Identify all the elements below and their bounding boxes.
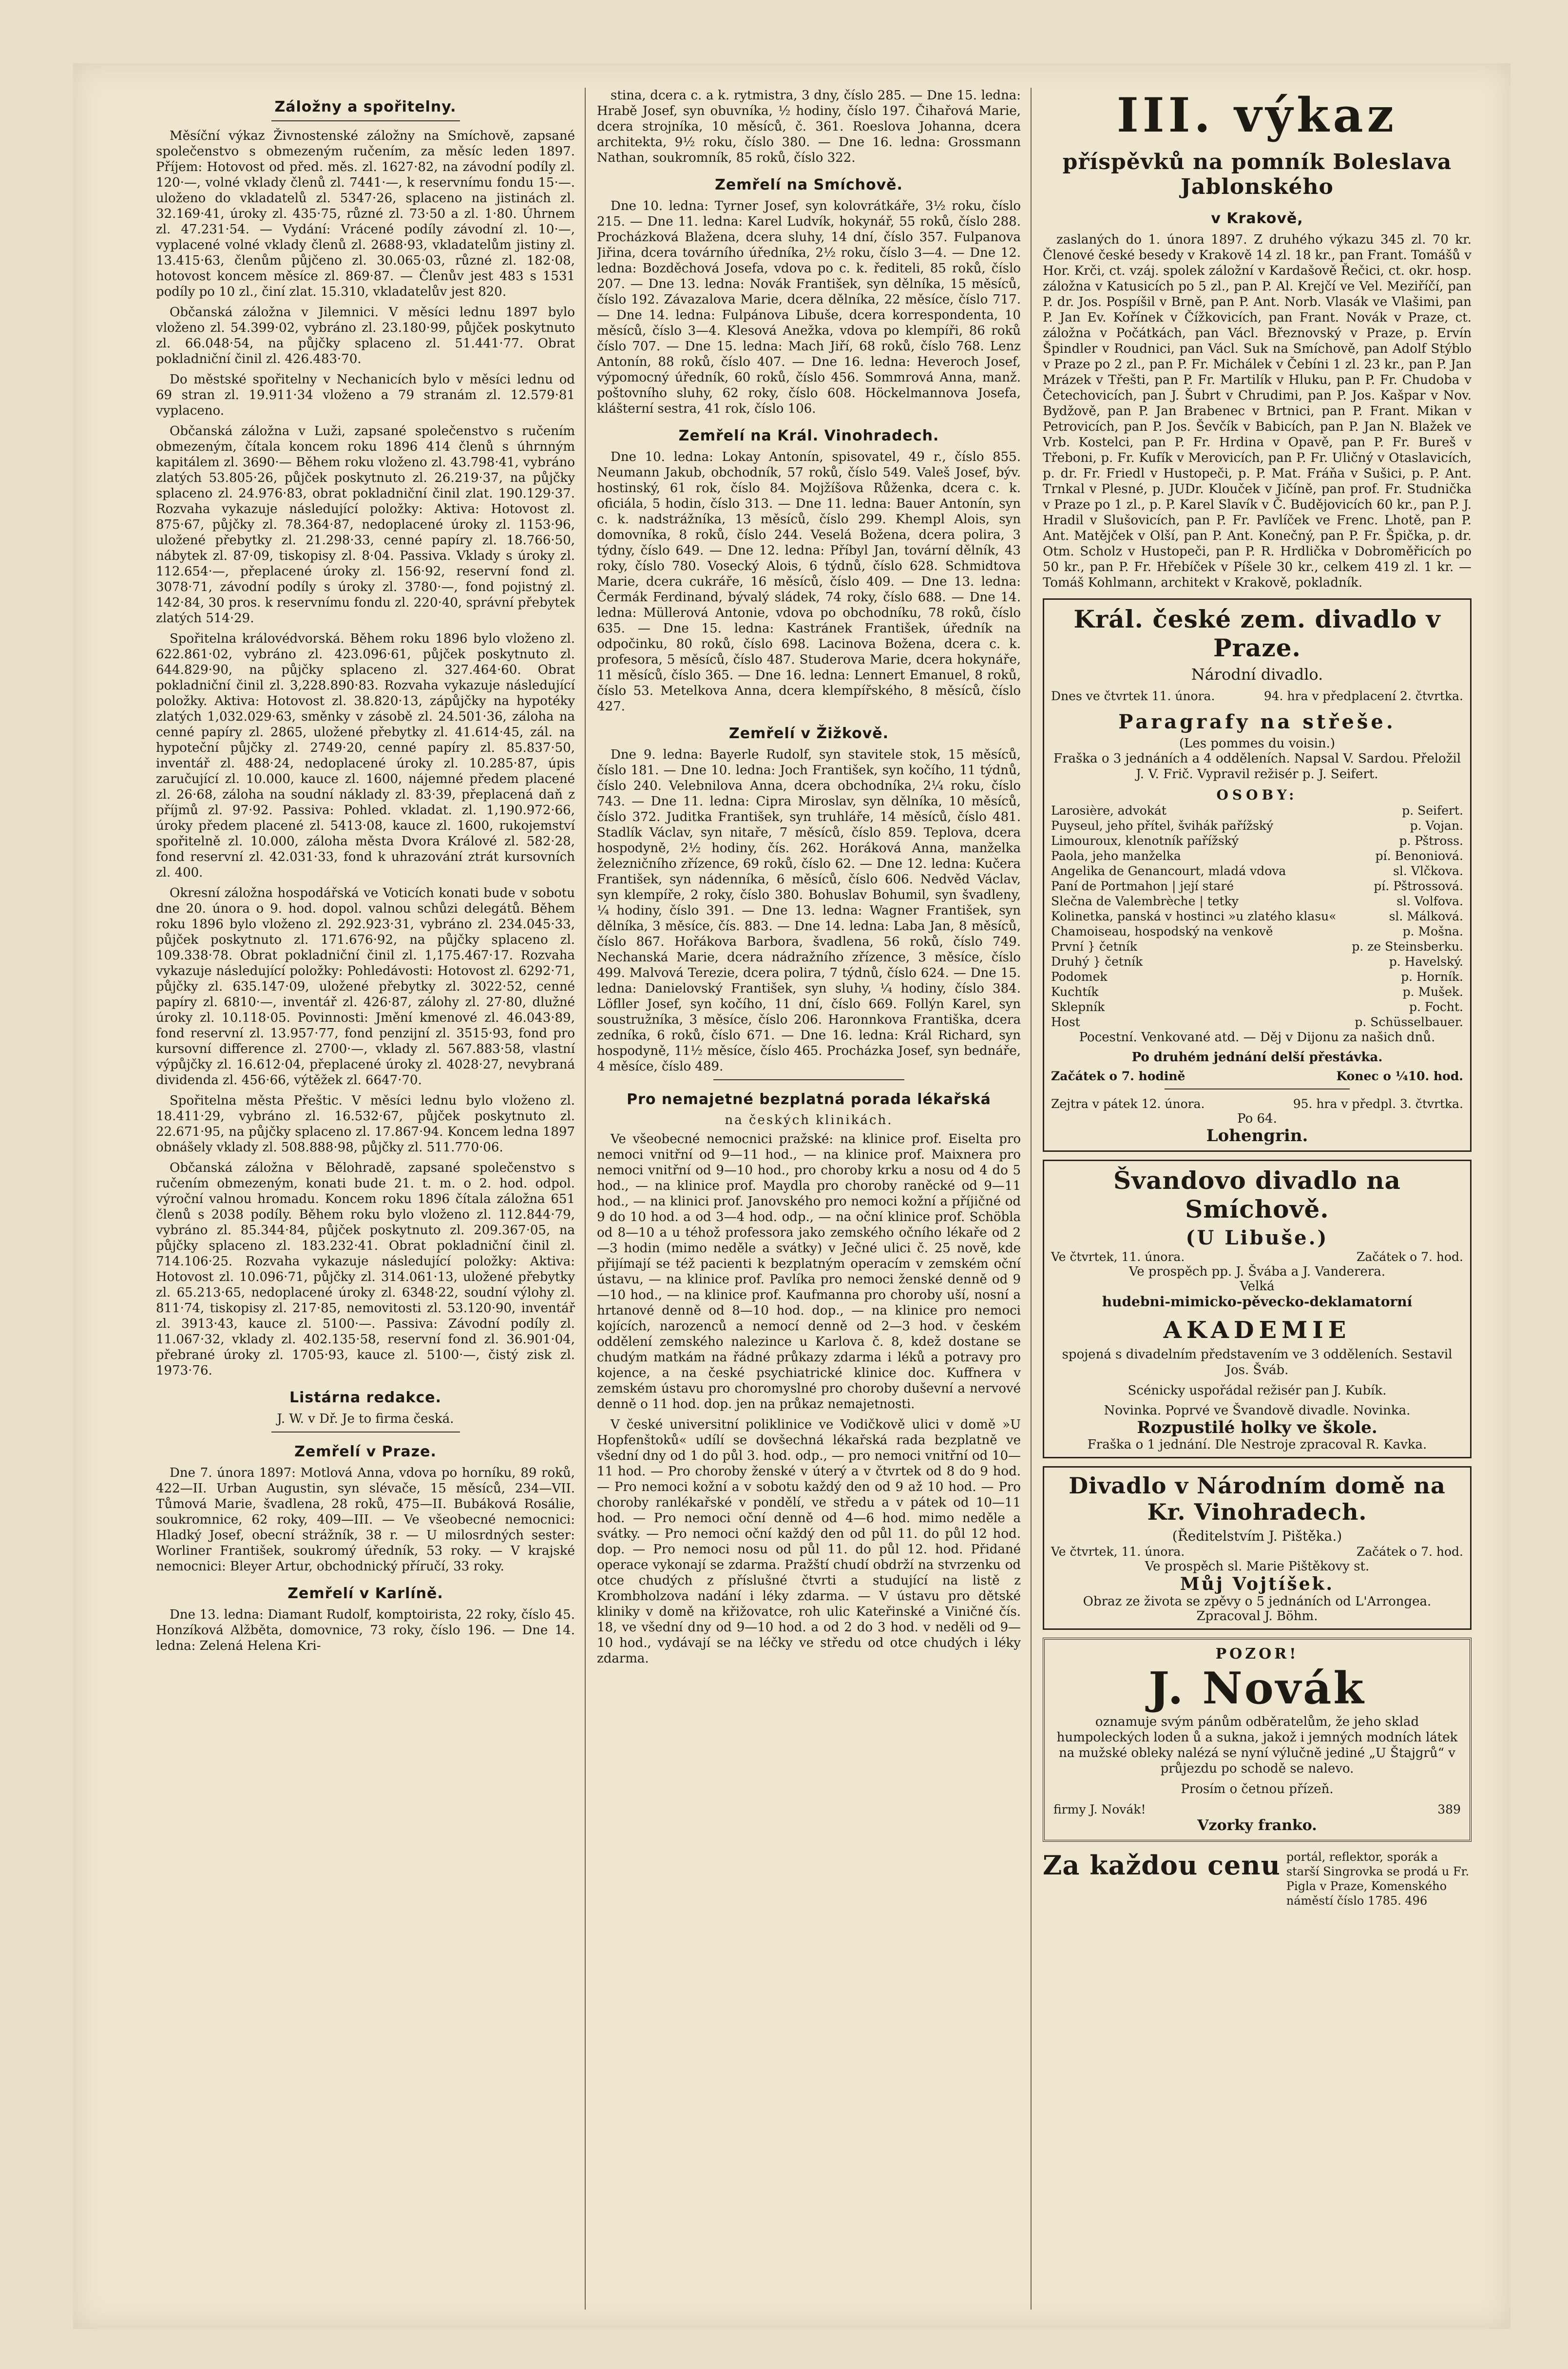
- cast-row: [1051, 939, 1463, 954]
- report-title: III. výkaz: [1116, 88, 1398, 143]
- intermission-note: Po druhém jednání delší přestávka.: [1131, 1050, 1383, 1065]
- end-time: Konec o ¼10. hod.: [1336, 1069, 1463, 1083]
- cast-row: [1051, 879, 1463, 894]
- article-paragraph: Dne 13. ledna: Diamant Rudolf, komptoirista, 22 roky, číslo 45. Honzíková Alžběta, domovnice, 73 roky, číslo 196. — Dne 14. ledna: Zelená Helena Kri-: [156, 1607, 575, 1653]
- theatre-subname: (Ředitelstvím J. Pištěka.): [1172, 1528, 1342, 1544]
- article-paragraph: Dne 10. ledna: Tyrner Josef, syn kolovrátkáře, 3½ roku, číslo 215. — Dne 11. ledna: Karel Ludvík, hokynář, 55 roků, číslo 288. Procházková Blažena, dcera sluhy, 14 dní, číslo 357. Fulpanova Jiřina, dcera továrního úředníka, 2½ roku, číslo 3—4. — Dne 12. ledna: Bozděchová Josefa, vdova po c. k. řediteli, 85 roků, číslo 207. — Dne 13. ledna: Novák František, syn dělníka, 15 měsíců, číslo 192. Závazalova Marie, dcera dělníka, 22 měsíce, číslo 717. — Dne 14. ledna: Fulpánova Libuše, dcera korrespondenta, 10 měsíců, číslo 3—4. Klesová Anežka, vdova po klempíři, 86 roků číslo 707. — Dne 15. ledna: Mach Jiří, 68 roků, číslo 768. Lenz Antonín, 88 roků, číslo 407. — Dne 16. ledna: Heveroch Josef, výpomocný úředník, 60 roků, číslo 456. Sommrová Anna, manž. poštovního sluhy, 62 roky, číslo 608. Höckelmannova Josefa, klášterní sestra, 41 rok, číslo 106.: [597, 199, 1021, 416]
- cast-role: Paola, jeho manželka: [1051, 849, 1181, 863]
- cast-row: [1051, 984, 1463, 999]
- article-paragraph: Dne 10. ledna: Lokay Antonín, spisovatel, 49 r., číslo 855. Neumann Jakub, obchodník, 57 roků, číslo 549. Valeš Josef, býv. hostinský, 61 rok, číslo 84. Mojžíšova Růženka, dcera c. k. oficiála, 5 hodin, číslo 313. — Dne 11. ledna: Bauer Antonín, syn c. k. nadstrážníka, 13 měsíců, číslo 299. Khempl Alois, syn domovníka, 8 roků, číslo 244. Veselá Božena, dcera polira, 3 týdny, číslo 649. — Dne 12. ledna: Příbyl Jan, tovární dělník, 43 roky, číslo 780. Vosecký Alois, 6 týdnů, číslo 628. Schmidtova Marie, dcera cukráře, 16 měsíců, číslo 409. — Dne 13. ledna: Čermák Ferdinand, bývalý sládek, 74 roky, číslo 688. — Dne 14. ledna: Müllerová Antonie, vdova po obchodníku, 78 roků, číslo 635. — Dne 15. ledna: Kastránek František, úředník na odpočinku, 80 roků, číslo 698. Lacinova Božena, dcera c. k. profesora, 5 měsíců, číslo 487. Studerova Marie, dcera hokynáře, 11 měsíců, číslo 365. — Dne 16. ledna: Lennert Emanuel, 8 roků, číslo 53. Metelkova Anna, dcera klempířského, 8 měsíců, číslo 427.: [597, 450, 1021, 714]
- cast-list: [1051, 803, 1463, 1030]
- performance-number: 94. hra v předplacení 2. čtvrtka.: [1263, 689, 1463, 703]
- play-title: Rozpustilé holky ve škole.: [1137, 1418, 1377, 1437]
- section-heading: Listárna redakce.: [289, 1389, 442, 1406]
- play-note: Pocestní. Venkované atd. — Děj v Dijonu za našich dnů.: [1079, 1030, 1435, 1045]
- divider: [713, 1079, 904, 1080]
- article-paragraph: Občanská záložna v Luži, zapsané společenstvo s ručením obmezeným, čítala koncem roku 1896 414 členů s úhrnným kapitálem zl. 3690·— Během roku vloženo zl. 43.798·41, vybráno zlatých 53.805·26, půjček poskytnuto zl. 26.219·37, na půjčky splaceno zl. 24.976·83, obrat pokladniční činil zlat. 190.129·37. Rozvaha vykazuje následující položky: Aktiva: Hotovost zl. 875·67, půjčky zl. 78.364·87, nedoplacené úroky zl. 1153·96, uložené přebytky zl. 21.298·33, cenné papíry zl. 18.766·50, nábytek zl. 87·09, tiskopisy zl. 8·04. Passiva. Vklady s úroky zl. 112.654·—, přeplacené úroky zl. 156·92, reservní fond zl. 3078·71, závodní podíly s úroky zl. 3780·—, fond pojistný zl. 142·84, 30 pros. k reservnímu fondu zl. 220·40, správní přebytek zlatých 514·29.: [156, 424, 575, 626]
- article-paragraph: J. W. v Dř. Je to firma česká.: [277, 1412, 454, 1426]
- cast-role: Slečna de Valembrèche | tetky: [1051, 894, 1239, 908]
- play-description: Obraz ze života se zpěvy o 5 jednáních od L'Arrongea. Zpracoval J. Böhm.: [1083, 1594, 1432, 1624]
- play-subtitle: (Les pommes du voisin.): [1179, 736, 1336, 751]
- start-time: Začátek o 7. hodině: [1051, 1069, 1186, 1083]
- benefit-line: Ve prospěch sl. Marie Pištěkovy st.: [1145, 1559, 1370, 1574]
- cast-role: První } četník: [1051, 939, 1137, 954]
- report-location: v Krakově,: [1211, 210, 1303, 227]
- contributors-list: zaslaných do 1. února 1897. Z druhého výkazu 345 zl. 70 kr. Členové české besedy v Krakově 14 zl. 18 kr., pan Frant. Tomášů v Hor. Krči, ct. vzáj. spolek záložní v Kardašově Řečici, ct. okr. hosp. záložna v Katusicích po 5 zl., pan P. Al. Krejčí ve Vel. Meziříčí, pan P. dr. Jos. Pospíšil v Brně, pan P. Ant. Norb. Vlasák ve Vlašimi, pan P. Jan Ev. Kořínek v Čížkovicích, pan Frant. Novák v Praze, ct. záložna v Počátkách, pan Václ. Březnovský v Praze, p. Ervín Špindler v Roudnici, pan Václ. Suk na Smíchově, pan Adolf Stýblo v Praze po 2 zl., pan P. Fr. Michálek v Čebíni 1 zl. 23 kr., pan P. Jan Mrázek v Třešti, pan P. Fr. Martilík v Hluku, pan P. Fr. Chudoba v Četechovicích, pan J. Šubrt v Chrudimi, pan P. Jos. Kašpar v Nov. Bydžově, pan P. Jan Brabenec v Brtnici, pan P. Frant. Mikan v Petrovicích, pan P. Jos. Ševčík v Babicích, pan P. Jan N. Blažek ve Vrb. Kostelci, pan P. Fr. Hrdina v Opavě, pan P. Fr. Bureš v Třeboni, p. Fr. Kufík v Merovicích, pan P. Fr. Uličný v Otaslavicích, p. dr. Fr. Friedl v Hustopeči, p. P. Mat. Fráňa v Sušici, p. P. Ant. Trnkal v Plesné, p. JUDr. Klouček v Jičíně, pan prof. Fr. Studnička v Praze po 1 zl., p. P. Karel Slavík v Č. Budějovicích 60 kr., pan P. J. Hradil v Slušovicích, pan P. Fr. Pavlíček ve Frenc. Lhotě, pan P. Ant. Matějček v Olší, pan P. Ant. Konečný, pan P. Fr. Špička, p. dr. Otm. Scholz v Hustopeči, pan P. R. Hrdlička v Dobroměřicích po 50 kr., pan P. Fr. Hřebíček v Píšele 30 kr., celkem 419 zl. 1 kr. — Tomáš Kohlmann, architekt v Krakově, pokladník.: [1043, 232, 1472, 590]
- cast-actor: p. Horník.: [1401, 970, 1463, 984]
- cast-actor: p. Pštross.: [1399, 834, 1463, 848]
- cast-role: Kuchtík: [1051, 985, 1099, 999]
- cast-role: Kolinetka, panská v hostinci »u zlatého klasu«: [1051, 909, 1337, 923]
- section-heading: Záložny a spořitelny.: [274, 98, 457, 115]
- advertisement-novak: [1043, 1638, 1472, 1842]
- cast-row: [1051, 954, 1463, 969]
- section-heading: Zemřelí na Smíchově.: [715, 176, 903, 193]
- article-paragraph: Měsíční výkaz Živnostenské záložny na Smíchově, zapsané společenstvo s obmezeným ručením, za měsíc leden 1897. Příjem: Hotovost od před. měs. zl. 1627·82, na závodní podíly zl. 120·—, volné vklady členů zl. 7441·—, k reservnímu fondu 15·—. uloženo do vkladatelů zl. 5347·26, splaceno na jistinách zl. 32.169·41, úroky zl. 435·75, různé zl. 73·50 a zl. 1·80. Úhrnem zl. 47.231·54. — Vydání: Vrácené podíly závodní zl. 10·—, vyplacené volné vklady členů zl. 2688·93, vkladatelům jistiny zl. 13.415·63, členům půjčeno zl. 30.065·03, různé zl. 182·08, hotovost koncem měsíce zl. 869·87. — Členův jest 483 s 1531 podíly po 10 zl., činí zlat. 15.310, vkladatelův jest 820.: [156, 129, 575, 299]
- article-paragraph: stina, dcera c. a k. rytmistra, 3 dny, číslo 285. — Dne 15. ledna: Hrabě Josef, syn obuvníka, ½ hodiny, číslo 197. Čihařová Marie, dcera strojníka, 10 měsíců, č. 361. Roeslova Johanna, dcera architekta, 9½ roku, číslo 380. — Dne 16. ledna: Grossmann Nathan, soukromník, 85 roků, číslo 322.: [597, 88, 1021, 165]
- newspaper-page: [73, 63, 1511, 2329]
- theatre-name: Švandovo divadlo na Smíchově.: [1113, 1166, 1401, 1223]
- cast-role: Chamoiseau, hospodský na venkově: [1051, 924, 1273, 938]
- cast-row: [1051, 969, 1463, 984]
- event-text: spojená s divadelním představením ve 3 odděleních. Sestavil Jos. Šváb.: [1062, 1347, 1453, 1377]
- ad-name: J. Novák: [1148, 1662, 1366, 1714]
- performance-date: Ve čtvrtek, 11. února.: [1051, 1545, 1185, 1559]
- cast-row: [1051, 833, 1463, 848]
- section-heading: Zemřelí v Karlíně.: [287, 1585, 443, 1602]
- theatre-subname: Národní divadlo.: [1191, 665, 1323, 684]
- cast-actor: sl. Volfova.: [1396, 894, 1463, 908]
- section-heading: Pro nemajetné bezplatná porada lékařská: [627, 1091, 991, 1108]
- cast-actor: pí. Benoniová.: [1375, 849, 1463, 863]
- event-description: hudebni-mimicko-pěvecko-deklamatorní: [1102, 1294, 1413, 1310]
- play-title: Můj Vojtíšek.: [1180, 1574, 1335, 1594]
- section-subheading: na českých klinikách.: [725, 1113, 893, 1127]
- start-time: Začátek o 7. hod.: [1356, 1250, 1463, 1264]
- event-title: AKADEMIE: [1163, 1317, 1351, 1344]
- theatre-name: Divadlo v Národním domě na Kr. Vinohradech.: [1069, 1472, 1446, 1525]
- play-description: Fraška o 1 jednání. Dle Nestroje zpracoval R. Kavka.: [1087, 1437, 1427, 1452]
- cast-row: [1051, 803, 1463, 818]
- article-paragraph: Ve všeobecné nemocnici pražské: na klinice prof. Eiselta pro nemoci vnitřní od 9—11 hod., — na klinice prof. Maixnera pro nemoci vnitřní od 9—10 hod., pro choroby krku a nosu od 4 do 5 hod., — na klinice prof. Maydla pro choroby raněcké od 9—11 hod., — na klinici prof. Janovského pro nemoci kožní a příjičné od 9 do 10 hod. a od 3—4 hod. odp., — na oční klinice prof. Schöbla od 8—10 a u téhož professora jako zemského očního lékaře od 2—3 hodin (mimo neděle a svátky) v Ječné ulici č. 25 nově, kde přijímají se též pacienti k bezplatným operacím v zemském oční ústavu, — na klinice prof. Pavlíka pro nemoci ženské denně od 9—10 hod., — na klinice prof. Kaufmanna pro choroby uší, nosní a hrtanové denně od 8—10 hod. dop., — na klinice pro nemoci kojících, narozenců a nemocí denně od 2—3 hod. v českém oddělení zemského nalezince u Karlova č. 8, kdež dostane se chudým matkám na řádné průkazy zdarma i léků a potravy pro kojence, a na české psychiatrické klinice doc. Kuffnera v zemském ústavu pro choromyslné pro choroby duševní a nervové denně o 11 hod. dop. jen na průkaz nemajetnosti.: [597, 1132, 1021, 1412]
- column-1: [156, 88, 575, 2310]
- ad-number: 496: [1405, 1894, 1428, 1908]
- performance-date: Ve čtvrtek, 11. února.: [1051, 1250, 1185, 1264]
- theatre-listing-vinohrady: [1043, 1466, 1472, 1630]
- theatre-name: Král. české zem. divadlo v Praze.: [1073, 605, 1441, 662]
- ad-samples: Vzorky franko.: [1197, 1817, 1317, 1834]
- cast-row: [1051, 909, 1463, 924]
- event-label: Velká: [1240, 1279, 1275, 1294]
- cast-actor: p. Havelský.: [1389, 955, 1463, 969]
- play-title: Paragrafy na střeše.: [1118, 710, 1396, 733]
- column-3: [1043, 88, 1472, 2310]
- divider: [271, 120, 460, 121]
- article-paragraph: Občanská záložna v Jilemnici. V měsíci lednu 1897 bylo vloženo zl. 54.399·02, vybráno zl. 23.180·99, půjček poskytnuto zl. 66.048·54, na půjčky splaceno zl. 51.441·77. Obrat pokladniční činil zl. 426.483·70.: [156, 305, 575, 366]
- cast-actor: p. Seifert.: [1402, 803, 1463, 818]
- performance-line: [1051, 1544, 1463, 1559]
- ad-text: [1286, 1850, 1472, 1908]
- ad-number: 389: [1437, 1802, 1461, 1816]
- performance-date: Dnes ve čtvrtek 11. února.: [1051, 689, 1215, 703]
- cast-role: Podomek: [1051, 970, 1108, 984]
- cast-role: Druhý } četník: [1051, 955, 1143, 969]
- article-paragraph: Dne 7. února 1897: Motlová Anna, vdova po horníku, 89 roků, 422—II. Urban Augustin, syn slévače, 15 měsíců, 234—VII. Tůmová Marie, švadlena, 28 roků, 475—II. Bubáková Rosálie, soukromnice, 62 roky, 409—III. — Ve všeobecné nemocnici: Hladký Josef, obecní strážník, 38 r. — U milosrdných sester: Worliner František, soukromý úředník, 53 roky. — V krajské nemocnici: Bleyer Artur, obchodnický příručí, 33 roky.: [156, 1466, 575, 1574]
- play-description: Fraška o 3 jednáních a 4 odděleních. Napsal V. Sardou. Přeložil J. V. Frič. Vypravil režisér p. J. Seifert.: [1053, 751, 1461, 782]
- column-rule: [585, 88, 586, 2310]
- start-time: Začátek o 7. hod.: [1356, 1545, 1463, 1559]
- article-paragraph: Občanská záložna v Bělohradě, zapsané společenstvo s ručením obmezeným, konati bude 21. t. m. o 2. hod. odpol. výroční valnou hromadu. Koncem roku 1896 čítala záložna 651 členů s 2038 podíly. Během roku bylo vloženo zl. 112.844·79, vybráno zl. 85.344·84, půjček poskytnuto zl. 209.367·05, na půjčky splaceno zl. 183.232·41. Obrat pokladniční činil zl. 714.106·25. Rozvaha vykazuje následující položky: Aktiva: Hotovost zl. 10.096·71, půjčky zl. 314.061·13, uložené přebytky zl. 65.213·65, nedoplacené úroky zl. 6348·22, soudní výlohy zl. 811·74, tiskopisy zl. 217·85, nemovitosti zl. 53.120·90, inventář zl. 3913·43, kauce zl. 5100·—. Passiva: Závodní podíly zl. 11.067·32, vklady zl. 402.135·58, reservní fond zl. 36.901·04, přebrané úroky zl. 1705·93, kauce zl. 5100·—, čistý zisk zl. 1973·76.: [156, 1161, 575, 1378]
- cast-row: [1051, 1014, 1463, 1030]
- benefit-line: Ve prospěch pp. J. Švába a J. Vanderera.: [1128, 1264, 1386, 1279]
- section-heading: Zemřelí v Žižkově.: [728, 725, 889, 742]
- performance-times: [1051, 1069, 1463, 1084]
- article-paragraph: Okresní záložna hospodářská ve Voticích konati bude v sobotu dne 20. února o 9. hod. dopol. valnou schůzi delegátů. Během roku 1896 bylo vloženo zl. 292.923·31, vybráno zl. 234.045·33, půjček poskytnuto zl. 171.676·92, na půjčky splaceno zl. 109.338·78. Obrat pokladniční činil zl. 1,175.467·17. Rozvaha vykazuje následující položky: Pohledávosti: Hotovost zl. 6292·71, půjčky zl. 635.147·09, uložené přebytky zl. 3022·52, cenné papíry zl. 6810·—, inventář zl. 426·87, zálohy zl. 27·80, dlužné úroky zl. 10.118·05. Povinnosti: Jmění kmenové zl. 46.043·89, fond reservní zl. 13.957·77, fond penzijní zl. 3515·93, fond pro kursovní difference zl. 2700·—, vklady zl. 567.883·58, vlastní výpůjčky zl. 16.612·04, přeplacené úroky zl. 4028·27, nevybraná dividenda zl. 456·66, výtěžek zl. 6647·70.: [156, 886, 575, 1088]
- cast-role: Sklepník: [1051, 1000, 1105, 1014]
- cast-actor: pí. Pštrossová.: [1374, 879, 1463, 893]
- cast-actor: p. Focht.: [1409, 1000, 1463, 1014]
- article-paragraph: Do městské spořitelny v Nechanicích bylo v měsíci lednu od 69 stran zl. 19.911·34 vloženo a 79 stranám zl. 12.579·81 vyplaceno.: [156, 372, 575, 418]
- cast-actor: sl. Málková.: [1389, 909, 1463, 923]
- article-paragraph: V české universitní poliklinice ve Vodičkově ulici v domě »U Hopfenštoků« udílí se dovšechná lékařská rada bezplatně ve všední dny od 1 do půl 3. hod. odp., — pro nemoci vnitřní od 10—11 hod. — Pro choroby ženské v úterý a v čtvrtek od 8 do 9 hod. — Pro nemoci kožní a v sobotu každý den od 9 až 10 hod. — Pro choroby ranlékařské v pondělí, ve středu a v pátek od 10—11 hod. — Pro nemoci oční denně od 4—6 hod. mimo neděle a svátky. — Pro nemoci oční každý den od půl 11. do půl 12 hod. dop. — Pro nemoci nosu od půl 11. do půl 12. hod. Přidané operace vykonají se zdarma. Pražští chudí obdrží na stvrzenku od otce chudých z příslušné čtvrti a studující na listě z Krombholzova nadání i léky zdarma. — V ústavu pro dětské kliniky v domě na křižovatce, roh ulic Kateřinské a Viničné čís. 18, ve všední dny od 9—10 hod. a od 2 do 3 hod. v neděli od 9—10 hod., vydávají se na léčky ve středu od otce chudých i léky zdarma.: [597, 1417, 1021, 1666]
- cast-actor: p. Mušek.: [1402, 985, 1463, 999]
- performance-line: [1051, 1096, 1463, 1111]
- cast-role: Paní de Portmahon | její staré: [1051, 879, 1234, 893]
- ad-footer: [1053, 1802, 1461, 1817]
- section-heading: Zemřelí na Král. Vinohradech.: [678, 427, 939, 444]
- article-paragraph: Spořitelna královédvorská. Během roku 1896 bylo vloženo zl. 622.861·02, vybráno zl. 423.096·61, půjček poskytnuto zl. 644.829·90, na půjčky splaceno zl. 327.464·60. Obrat pokladniční činil zl. 3,228.890·83. Rozvaha vykazuje následující položky. Aktiva: Hotovost zl. 38.820·13, zápůjčky na hypotéky zlatých 1,032.029·63, směnky v zásobě zl. 24.501·36, záloha na cenné papíry zl. 2865, uložené přebytky zl. 41.614·45, zál. na hypoteční půjčky zl. 2749·20, cenné papíry zl. 85.837·50, inventář zl. 488·24, nedoplacené úroky zl. 10.285·87, úpis zaručující zl. 10.000, kauce zl. 1600, nájemné předem placené zl. 26·68, záloha na soudní náklady zl. 83·39, přeplacená daň z příjmů zl. 97·92. Passiva: Pohled. vkladat. zl. 1,190.972·66, úroky předem placené zl. 5413·08, kauce zl. 1600, rukojemství spořitelně zl. 10.000, záloha města Dvora Králové zl. 582·28, fond reservní zl. 42.031·33, fond k uhrazování ztrát kursovních zl. 400.: [156, 631, 575, 880]
- performance-po: Po 64.: [1237, 1111, 1277, 1126]
- section-heading: Zemřelí v Praze.: [294, 1443, 437, 1460]
- novelty-line: Novinka. Poprvé ve Švandově divadle. Novinka.: [1104, 1403, 1411, 1418]
- cast-actor: p. Schüsselbauer.: [1355, 1015, 1463, 1029]
- cast-role: Limouroux, klenotník pařížský: [1051, 834, 1239, 848]
- cast-row: [1051, 894, 1463, 909]
- cast-row: [1051, 818, 1463, 833]
- event-text: Scénicky uspořádal režisér pan J. Kubík.: [1128, 1383, 1387, 1398]
- cast-row: [1051, 999, 1463, 1014]
- cast-role: Puyseul, jeho přítel, švihák pařížský: [1051, 819, 1274, 833]
- cast-actor: p. Vojan.: [1410, 819, 1463, 833]
- ad-attention: POZOR!: [1215, 1645, 1299, 1662]
- divider: [271, 1432, 460, 1433]
- cast-actor: p. Mošna.: [1402, 924, 1463, 938]
- cast-row: [1051, 863, 1463, 879]
- column-rule: [1031, 88, 1032, 2310]
- cast-role: Angelika de Genancourt, mladá vdova: [1051, 864, 1286, 878]
- article-paragraph: Spořitelna města Přeštic. V měsíci lednu bylo vloženo zl. 18.411·29, vybráno zl. 16.532·67, půjček poskytnuto zl. 22.671·95, na půjčky splaceno zl. 17.867·94. Koncem ledna 1897 obnášely vklady zl. 508.888·98, půjčky zl. 511.770·06.: [156, 1093, 575, 1155]
- ad-text: oznamuje svým pánům odběratelům, že jeho sklad humpoleckých loden ů a sukna, jakož i jemných modních látek na mužské obleky nalézá se nyní výlučně jediné „U Štajgrů“ v průjezdu po schodě se nalevo.: [1056, 1715, 1458, 1776]
- performance-date: Zejtra v pátek 12. února.: [1051, 1097, 1205, 1111]
- ad-firm: firmy J. Novák!: [1053, 1802, 1146, 1816]
- ad-headline: Za každou cenu: [1043, 1850, 1281, 1881]
- cast-role: Host: [1051, 1015, 1080, 1029]
- theatre-listing-national: [1043, 598, 1472, 1152]
- ad-text: Prosím o četnou přízeň.: [1181, 1782, 1334, 1796]
- cast-actor: p. ze Steinsberku.: [1352, 939, 1463, 954]
- advertisement-pigl: [1043, 1850, 1472, 1908]
- cast-actor: sl. Vlčkova.: [1393, 864, 1463, 878]
- ad-body: portál, reflektor, sporák a starší Singrovka se prodá u Fr. Pigla v Praze, Komenského náměstí číslo 1785.: [1286, 1850, 1470, 1908]
- report-subtitle: příspěvků na pomník Boleslava Jablonského: [1062, 150, 1452, 199]
- theatre-listing-svanda: [1043, 1160, 1472, 1458]
- cast-heading: OSOBY:: [1216, 787, 1298, 803]
- play-title: Lohengrin.: [1206, 1126, 1308, 1146]
- column-2: [597, 88, 1021, 2310]
- performance-line: [1051, 688, 1463, 704]
- performance-line: [1051, 1249, 1463, 1264]
- cast-row: [1051, 924, 1463, 939]
- cast-role: Larosière, advokát: [1051, 803, 1166, 818]
- theatre-subname: (U Libuše.): [1186, 1226, 1329, 1249]
- performance-number: 95. hra v předpl. 3. čtvrtka.: [1293, 1097, 1463, 1111]
- cast-row: [1051, 848, 1463, 863]
- article-paragraph: Dne 9. ledna: Bayerle Rudolf, syn stavitele stok, 15 měsíců, číslo 181. — Dne 10. ledna: Joch František, syn kočího, 11 týdnů, číslo 240. Velebnilova Anna, dcera obchodníka, 2¼ roku, číslo 743. — Dne 11. ledna: Cipra Miroslav, syn dělníka, 10 měsíců, číslo 372. Juditka František, syn truhláře, 14 měsíců, číslo 481. Stadlík Václav, syn nitaře, 7 měsíců, číslo 859. Teplova, dcera hospodyně, 2½ hodiny, čís. 262. Horáková Anna, manželka železničního zřízence, 69 roků, číslo 62. — Dne 12. ledna: Kučera František, syn nádenníka, 6 měsíců, číslo 606. Nedvěd Václav, syn klempíře, 2 roky, číslo 380. Bohuslav Bohumil, syn švadleny, ¼ hodiny, číslo 391. — Dne 13. ledna: Wagner František, syn dělníka, 3 měsíce, čís. 883. — Dne 14. ledna: Laba Jan, 8 měsíců, číslo 867. Hořákova Barbora, švadlena, 56 roků, číslo 749. Nechanská Marie, dcera nádražního zřízence, 3 měsíce, číslo 499. Malvová Terezie, dcera polira, 7 týdnů, číslo 624. — Dne 15. ledna: Danielovský František, syn sluhy, ¼ hodiny, číslo 384. Löfller Josef, syn kočího, 11 dní, číslo 669. Follýn Karel, syn soustružníka, 3 měsíce, číslo 206. Haronnkova Františka, dcera zedníka, 6 roků, číslo 671. — Dne 16. ledna: Král Richard, syn hospodyně, 11½ měsíce, číslo 465. Procházka Josef, syn bednáře, 4 měsíce, číslo 489.: [597, 747, 1021, 1074]
